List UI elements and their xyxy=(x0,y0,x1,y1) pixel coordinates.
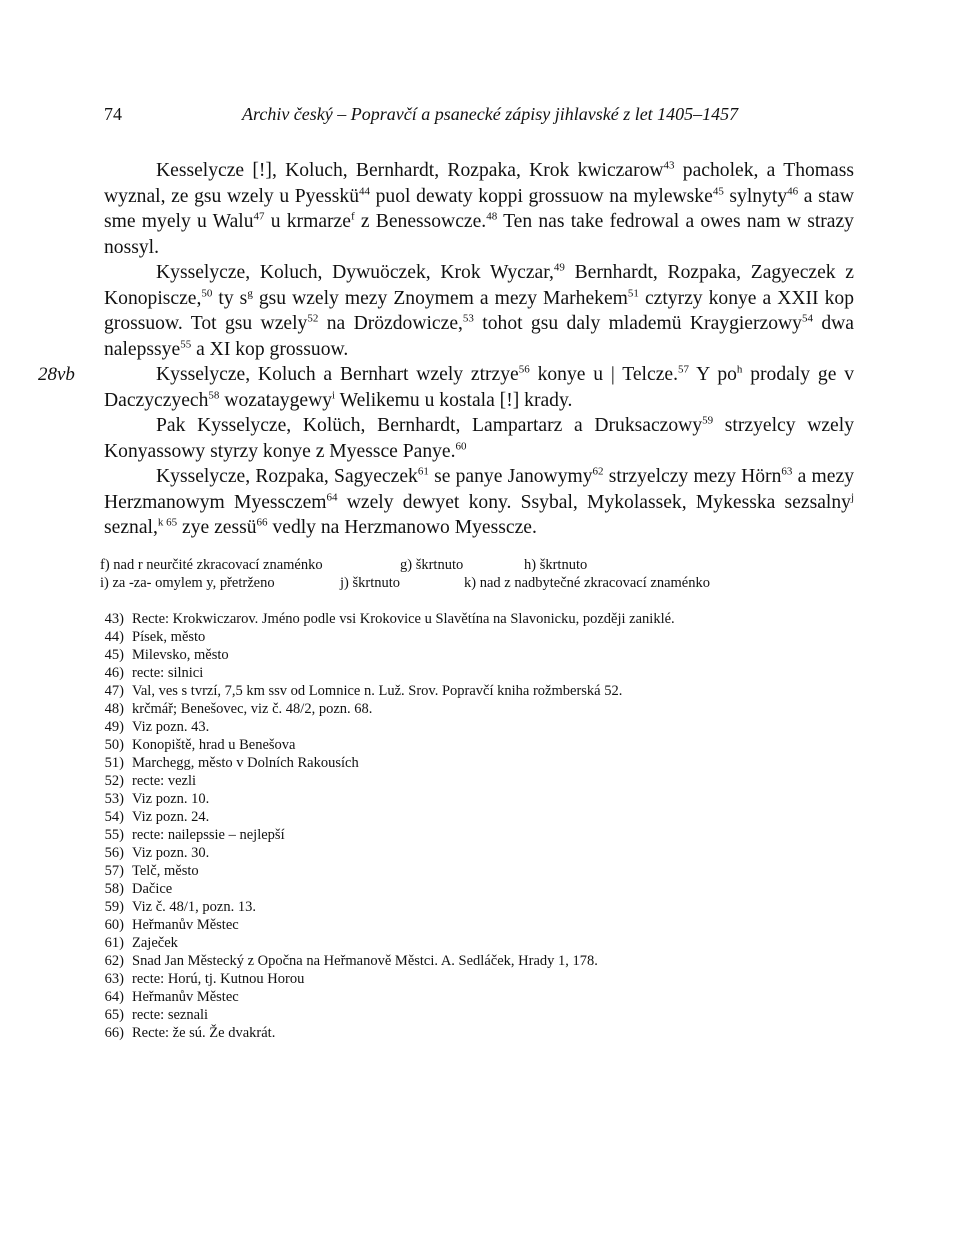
critical-note: g) škrtnuto xyxy=(400,557,464,573)
footnote-text: recte: seznali xyxy=(132,1007,209,1023)
footnote xyxy=(94,754,854,772)
note-reference: 44 xyxy=(359,184,370,197)
note-reference: 49 xyxy=(553,261,565,274)
footnotes xyxy=(94,610,854,1042)
footnote-text: Marchegg, město v Dolních Rakousích xyxy=(132,755,359,771)
text-segment: strzyelcy wzely Konyassowy styrzy konye z Myessce Panye. xyxy=(104,415,854,462)
text-segment: Welikemu u kostala [!] krady. xyxy=(335,389,573,411)
footnote-number: 65) xyxy=(104,1007,124,1023)
critical-note: j) škrtnuto xyxy=(340,575,401,591)
footnote-text: Viz pozn. 10. xyxy=(132,791,210,807)
text-segment: zye zessü xyxy=(177,517,257,538)
footnote-text: Telč, město xyxy=(132,863,199,879)
text-segment: a XI kop grossuow. xyxy=(191,338,349,360)
note-reference: i xyxy=(332,388,336,401)
footnote-text: Viz pozn. 43. xyxy=(132,719,210,735)
footnote-number: 57) xyxy=(104,863,124,879)
text-segment: se panye Janowymy xyxy=(428,466,593,487)
text-segment: konye u | Telcze. xyxy=(529,364,678,385)
text-segment: strzyelczy mezy Hörn xyxy=(603,466,782,487)
note-reference: 61 xyxy=(417,465,429,478)
critical-note-row xyxy=(100,556,860,574)
text-segment: na Drözdowicze, xyxy=(318,313,463,334)
note-reference: 62 xyxy=(592,465,604,478)
footnote-number: 63) xyxy=(104,971,124,987)
text-paragraph xyxy=(104,464,854,541)
footnote xyxy=(94,952,854,970)
note-reference: g xyxy=(247,286,253,299)
footnote-text: Dačice xyxy=(132,881,173,897)
footnote-text: Zaječek xyxy=(132,935,178,951)
text-segment: seznal, xyxy=(104,517,158,538)
footnote xyxy=(94,628,854,646)
note-reference: 56 xyxy=(518,363,530,376)
text-segment: pacholek, a Thomass wyznal, ze gsu wzely u Pyesskü xyxy=(104,160,854,207)
note-reference: 55 xyxy=(180,337,192,350)
text-paragraph xyxy=(104,158,854,260)
critical-note-row xyxy=(100,574,860,592)
text-paragraph xyxy=(104,362,854,413)
footnote xyxy=(94,736,854,754)
text-segment: wzely dewyet kony. Ssybal, Mykolassek, Mykesska sezsalny xyxy=(337,491,851,513)
footnote-text: Milevsko, město xyxy=(132,647,229,663)
footnote xyxy=(94,790,854,808)
footnote-text: Viz pozn. 24. xyxy=(132,809,210,825)
note-reference: 53 xyxy=(462,312,474,325)
text-segment: vedly na Herzmanowo Myessсze. xyxy=(267,517,537,538)
footnote-number: 49) xyxy=(104,719,124,735)
footnote-text: recte: nailepssie – nejlepší xyxy=(132,827,285,843)
note-reference: 66 xyxy=(256,516,268,529)
footnote-text: Val, ves s tvrzí, 7,5 km ssv od Lomnice n. Luž. Srov. Popravčí kniha rožmberská 52. xyxy=(132,683,623,699)
footnote-number: 52) xyxy=(104,773,124,789)
footnote xyxy=(94,916,854,934)
text-segment: z Benessowcze. xyxy=(354,211,487,232)
text-segment: sylnyty xyxy=(723,185,788,207)
footnote xyxy=(94,934,854,952)
footnote-text: Konopiště, hrad u Benešova xyxy=(132,737,296,753)
page-number: 74 xyxy=(104,104,122,124)
text-segment: prodaly ge v Daczyczyech xyxy=(104,364,855,411)
note-reference: 47 xyxy=(253,210,265,223)
footnote-text: recte: silnici xyxy=(132,665,204,681)
footnote-number: 50) xyxy=(104,737,124,753)
footnote-number: 53) xyxy=(104,791,124,807)
footnote-number: 51) xyxy=(104,755,124,771)
footnote-number: 60) xyxy=(104,917,124,933)
note-reference: 58 xyxy=(208,388,220,401)
footnote xyxy=(94,682,854,700)
text-segment: wozataygewy xyxy=(219,389,333,411)
footnote xyxy=(94,970,854,988)
critical-note: i) za -za- omylem y, přetrženo xyxy=(100,575,275,591)
text-segment: Kysselycze, Koluch a Bernhart wzely ztrzye xyxy=(156,364,519,385)
footnote xyxy=(94,718,854,736)
text-segment: Bernhardt, Rozpaka, Zagyeczek z Konopiscze, xyxy=(104,262,855,309)
footnote-text: recte: Horú, tj. Kutnou Horou xyxy=(132,971,305,987)
note-reference: h xyxy=(736,363,743,376)
critical-note: h) škrtnuto xyxy=(524,557,588,573)
footnote xyxy=(94,844,854,862)
footnote-text: Heřmanův Městec xyxy=(132,917,239,933)
footnote-text: recte: vezli xyxy=(132,773,196,789)
text-segment: puol dewaty koppi grossuow na mylewske xyxy=(370,185,713,207)
text-segment: ty s xyxy=(212,287,248,309)
text-segment: a mezy Herzmanowym Myessczem xyxy=(104,466,854,513)
footnote xyxy=(94,664,854,682)
text-segment: a staw sme myely u Walu xyxy=(104,185,854,232)
footnote-number: 48) xyxy=(104,701,124,717)
footnote-text: krčmář; Benešovec, viz č. 48/2, pozn. 68. xyxy=(132,701,373,717)
text-segment: u krmarze xyxy=(264,211,351,232)
footnote-text: Viz pozn. 30. xyxy=(132,845,210,861)
footnote xyxy=(94,808,854,826)
critical-apparatus xyxy=(100,556,860,592)
footnote-text: Heřmanův Městec xyxy=(132,989,239,1005)
text-segment: dwa nalepssye xyxy=(104,313,854,360)
footnote-number: 55) xyxy=(104,827,124,843)
footnote-number: 44) xyxy=(104,629,124,645)
critical-note: k) nad z nadbytečné zkracovací znaménko xyxy=(464,575,710,591)
footnote xyxy=(94,898,854,916)
footnote-number: 46) xyxy=(104,665,124,681)
footnote-number: 59) xyxy=(104,899,124,915)
text-segment: Kysselycze, Rozpaka, Sagyeczek xyxy=(156,466,418,487)
running-title: Archiv český – Popravčí a psanecké zápisy jihlavské z let 1405–1457 xyxy=(242,104,739,124)
footnote xyxy=(94,772,854,790)
footnote-number: 56) xyxy=(104,845,124,861)
footnote xyxy=(94,826,854,844)
text-segment: cztyrzy konye a XXII kop grossuow. Tot gsu wzely xyxy=(104,287,854,334)
note-reference: 54 xyxy=(801,312,813,325)
footnote-number: 62) xyxy=(104,953,124,969)
footnote-number: 66) xyxy=(104,1025,124,1041)
footnote-text: Recte: Krokwiczarov. Jméno podle vsi Krokovice u Slavětína na Slavonicku, později zaniklé. xyxy=(132,611,675,627)
note-reference: 59 xyxy=(702,414,714,427)
footnote xyxy=(94,1024,854,1042)
footnote-number: 47) xyxy=(104,683,124,699)
note-reference: f xyxy=(350,210,355,223)
note-reference: 46 xyxy=(787,184,799,197)
footnote-number: 45) xyxy=(104,647,124,663)
footnote-text: Recte: že sú. Že dvakrát. xyxy=(132,1025,276,1041)
footnote-number: 54) xyxy=(104,809,124,825)
note-reference: 63 xyxy=(781,465,793,478)
footnote xyxy=(94,988,854,1006)
text-paragraph xyxy=(104,413,854,464)
text-segment: Kesselycze [!], Koluch, Bernhardt, Rozpaka, Krok kwiczarow xyxy=(156,160,664,181)
footnote xyxy=(94,646,854,664)
note-reference: 50 xyxy=(201,286,213,299)
note-reference: 64 xyxy=(326,490,338,503)
note-reference: 45 xyxy=(712,184,724,197)
text-segment: gsu wzely mezy Znoymem a mezy Marhekem xyxy=(252,287,628,309)
footnote-text: Písek, město xyxy=(132,629,206,645)
note-reference: 43 xyxy=(663,159,675,172)
note-reference: k 65 xyxy=(157,516,178,529)
footnote xyxy=(94,610,854,628)
footnote-text: Snad Jan Městecký z Opočna na Heřmanově Městci. A. Sedláček, Hrady 1, 178. xyxy=(132,953,598,969)
page-header xyxy=(104,104,854,130)
text-segment: Y po xyxy=(689,364,737,385)
footnote-number: 58) xyxy=(104,881,124,897)
footnote xyxy=(94,880,854,898)
main-text xyxy=(104,158,854,541)
footnote-number: 64) xyxy=(104,989,124,1005)
footnote xyxy=(94,1006,854,1024)
footnote-text: Viz č. 48/1, pozn. 13. xyxy=(132,899,256,915)
footnote xyxy=(94,862,854,880)
critical-note: f) nad r neurčité zkracovací znaménko xyxy=(100,557,323,573)
footnote-number: 61) xyxy=(104,935,124,951)
text-segment: Kysselycze, Koluch, Dywuöczek, Krok Wyczar, xyxy=(156,262,554,283)
note-reference: 51 xyxy=(627,286,639,299)
note-reference: 60 xyxy=(455,439,467,452)
footnote xyxy=(94,700,854,718)
note-reference: 52 xyxy=(307,312,319,325)
text-segment: Pak Kysselycze, Kolüch, Bernhardt, Lampartarz a Druksaczowy xyxy=(156,415,703,436)
note-reference: 57 xyxy=(678,363,689,376)
note-reference: j xyxy=(850,490,854,503)
folio-margin-note: 28vb xyxy=(38,364,75,385)
footnote-number: 43) xyxy=(104,611,124,627)
note-reference: 48 xyxy=(486,210,498,223)
text-segment: Ten nas take fedrowal a owes nam w strazy nossyl. xyxy=(104,211,854,258)
text-paragraph xyxy=(104,260,854,362)
text-segment: tohot gsu daly mlademü Kraygierzowy xyxy=(473,313,802,334)
